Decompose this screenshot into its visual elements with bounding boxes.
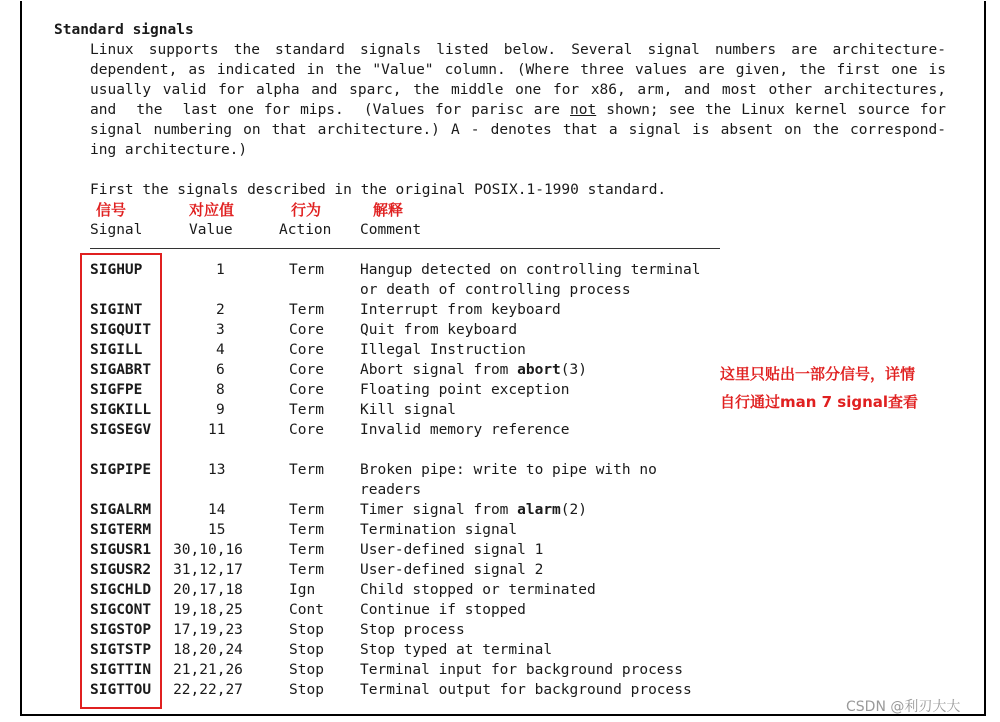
- signal-comment: [360, 360, 587, 380]
- signal-value: 31,12,17: [173, 562, 243, 578]
- signal-comment: Floating point exception: [360, 382, 570, 398]
- signal-action: Term: [289, 262, 324, 278]
- signal-comment: [360, 500, 587, 520]
- signal-action: Term: [289, 402, 324, 418]
- paragraph-line: dependent, as indicated in the "Value" column. (Where three values are given, the first one is: [90, 62, 946, 78]
- paragraph-line: [90, 100, 946, 120]
- signal-name: SIGSTOP: [90, 622, 152, 638]
- signal-comment: Terminal output for background process: [360, 682, 692, 698]
- signal-comment: Illegal Instruction: [360, 342, 526, 358]
- signal-value: 18,20,24: [173, 642, 243, 658]
- signal-comment: Termination signal: [360, 522, 518, 538]
- header-action: Action: [279, 222, 332, 238]
- signal-value: 14: [208, 502, 226, 518]
- signal-name: SIGTERM: [90, 522, 152, 538]
- signal-comment: Quit from keyboard: [360, 322, 518, 338]
- signal-action: Core: [289, 342, 324, 358]
- signal-value: 19,18,25: [173, 602, 243, 618]
- signal-comment: Interrupt from keyboard: [360, 302, 561, 318]
- signal-comment: Invalid memory reference: [360, 422, 570, 438]
- signal-action: Stop: [289, 642, 324, 658]
- signal-comment: Continue if stopped: [360, 602, 526, 618]
- signal-name: SIGTSTP: [90, 642, 152, 658]
- signal-name: SIGTTIN: [90, 662, 152, 678]
- signal-name: SIGALRM: [90, 502, 152, 518]
- paragraph-line: ing architecture.): [90, 142, 248, 158]
- cn-header-value: 对应值: [189, 201, 235, 219]
- comment-text: (3): [560, 362, 587, 378]
- signal-action: Core: [289, 322, 324, 338]
- table-header-rule: [90, 248, 720, 249]
- comment-text: Timer signal from: [360, 502, 518, 518]
- signal-value: 6: [216, 362, 225, 378]
- signal-value: 1: [216, 262, 225, 278]
- signal-name: SIGUSR1: [90, 542, 152, 558]
- posix-intro: First the signals described in the original POSIX.1-1990 standard.: [90, 182, 667, 198]
- signal-action: Stop: [289, 662, 324, 678]
- signal-value: 17,19,23: [173, 622, 243, 638]
- signal-comment: User-defined signal 1: [360, 542, 544, 558]
- signal-value: 8: [216, 382, 225, 398]
- signal-action: Term: [289, 462, 324, 478]
- paragraph-text: and the last one for mips. (Values for parisc are: [90, 102, 570, 118]
- signal-action: Term: [289, 542, 324, 558]
- signal-action: Term: [289, 522, 324, 538]
- underlined-word: not: [570, 102, 597, 118]
- comment-text: Abort signal from: [360, 362, 518, 378]
- signal-column-highlight: [80, 253, 162, 709]
- signal-action: Core: [289, 382, 324, 398]
- signal-name: SIGCHLD: [90, 582, 152, 598]
- cn-header-action: 行为: [291, 201, 322, 219]
- annotation-note-line2: 自行通过man 7 signal查看: [720, 393, 919, 411]
- function-name: abort: [517, 362, 561, 378]
- section-title: Standard signals: [54, 22, 194, 38]
- signal-name: SIGABRT: [90, 362, 152, 378]
- signal-action: Core: [289, 362, 324, 378]
- signal-comment-continued: readers: [360, 482, 422, 498]
- signal-comment: Stop typed at terminal: [360, 642, 553, 658]
- signal-action: Stop: [289, 622, 324, 638]
- paragraph-line: Linux supports the standard signals listed below. Several signal numbers are architecture-: [90, 42, 946, 58]
- signal-action: Term: [289, 302, 324, 318]
- signal-value: 15: [208, 522, 226, 538]
- signal-action: Stop: [289, 682, 324, 698]
- watermark: CSDN @利刃大大: [846, 699, 961, 715]
- signal-comment: Stop process: [360, 622, 465, 638]
- signal-comment: User-defined signal 2: [360, 562, 544, 578]
- signal-name: SIGILL: [90, 342, 143, 358]
- signal-name: SIGTTOU: [90, 682, 152, 698]
- signal-name: SIGCONT: [90, 602, 152, 618]
- signal-comment: Kill signal: [360, 402, 457, 418]
- signal-name: SIGINT: [90, 302, 143, 318]
- annotation-note-line1: 这里只贴出一部分信号，详情: [720, 365, 916, 383]
- signal-name: SIGKILL: [90, 402, 152, 418]
- signal-value: 22,22,27: [173, 682, 243, 698]
- signal-value: 11: [208, 422, 226, 438]
- signal-value: 13: [208, 462, 226, 478]
- signal-name: SIGQUIT: [90, 322, 152, 338]
- signal-comment: Broken pipe: write to pipe with no: [360, 462, 657, 478]
- signal-action: Core: [289, 422, 324, 438]
- signal-value: 4: [216, 342, 225, 358]
- signal-action: Cont: [289, 602, 324, 618]
- signal-comment: Terminal input for background process: [360, 662, 684, 678]
- signal-name: SIGSEGV: [90, 422, 152, 438]
- signal-name: SIGHUP: [90, 262, 143, 278]
- signal-value: 2: [216, 302, 225, 318]
- paragraph-text: shown; see the Linux kernel source for: [596, 102, 946, 118]
- paragraph-line: usually valid for alpha and sparc, the middle one for x86, arm, and most other architectures,: [90, 82, 946, 98]
- cn-header-comment: 解释: [373, 201, 404, 219]
- signal-action: Ign: [289, 582, 316, 598]
- signal-name: SIGFPE: [90, 382, 143, 398]
- signal-name: SIGUSR2: [90, 562, 152, 578]
- signal-value: 20,17,18: [173, 582, 243, 598]
- signal-action: Term: [289, 562, 324, 578]
- signal-comment: Hangup detected on controlling terminal: [360, 262, 701, 278]
- header-comment: Comment: [360, 222, 422, 238]
- comment-text: (2): [560, 502, 587, 518]
- signal-comment: Child stopped or terminated: [360, 582, 596, 598]
- signal-action: Term: [289, 502, 324, 518]
- header-signal: Signal: [90, 222, 143, 238]
- signal-value: 9: [216, 402, 225, 418]
- signal-name: SIGPIPE: [90, 462, 152, 478]
- header-value: Value: [189, 222, 233, 238]
- signal-comment-continued: or death of controlling process: [360, 282, 631, 298]
- signal-value: 30,10,16: [173, 542, 243, 558]
- paragraph-line: signal numbering on that architecture.) A - denotes that a signal is absent on the correspond-: [90, 122, 946, 138]
- cn-header-signal: 信号: [96, 201, 127, 219]
- signal-value: 3: [216, 322, 225, 338]
- function-name: alarm: [517, 502, 561, 518]
- signal-value: 21,21,26: [173, 662, 243, 678]
- intro-paragraph: [90, 40, 946, 160]
